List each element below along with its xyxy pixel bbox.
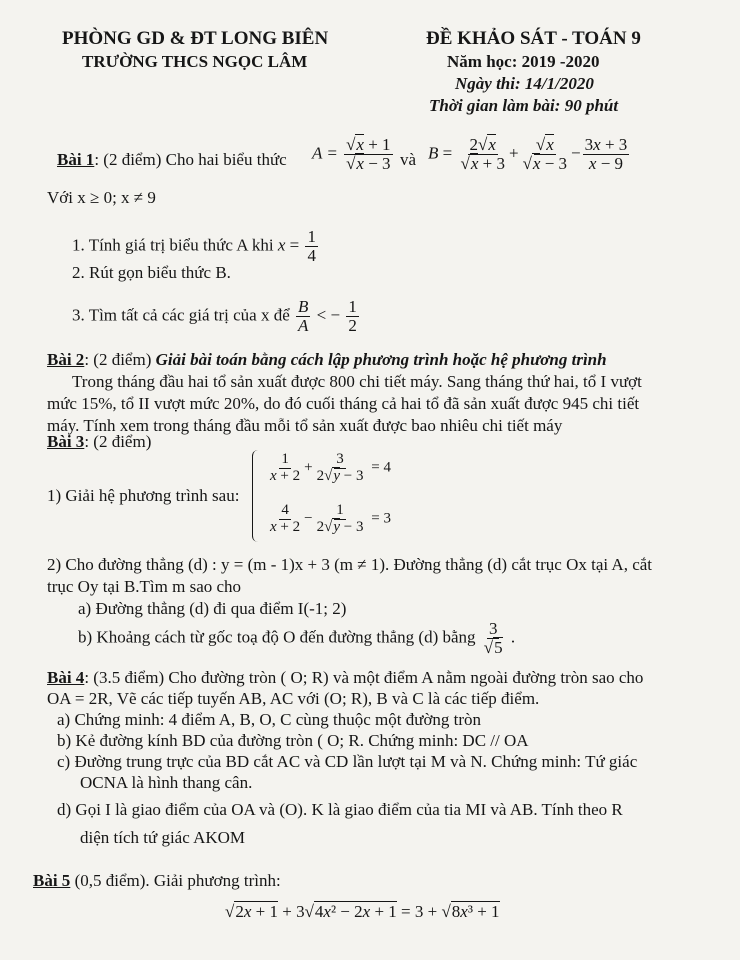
bai3-part2-line2: trục Oy tại B.Tìm m sao cho xyxy=(47,577,242,596)
bai2-line-3: máy. Tính xem trong tháng đầu mỗi tổ sản xuất được bao nhiêu chi tiết máy xyxy=(47,416,563,435)
bai1-condition: Với x ≥ 0; x ≠ 9 xyxy=(47,188,156,207)
bai1-expr-A: A = $\frac{√x + 1}{√x - 3}$ xyxy=(312,135,391,173)
bai4-item-d-cont: diện tích tứ giác AKOM xyxy=(80,828,246,847)
bai1-and: và xyxy=(400,150,417,169)
exam-title: ĐỀ KHẢO SÁT - TOÁN 9 xyxy=(426,28,641,49)
bai5-points: (0,5 điểm). Giải phương trình: xyxy=(70,871,281,890)
bai1-expr-B: B = $\frac{2√x}{√x + 3}$ + $\frac{√x}{√x - 3}$ − $\frac{3x + 3}{x - 9}$ xyxy=(428,135,628,173)
bai4-item-b: b) Kẻ đường kính BD của đường tròn ( O; R. Chứng minh: DC // OA xyxy=(57,731,529,750)
bai3-points: : (2 điểm) xyxy=(84,432,152,451)
department-name: PHÒNG GD & ĐT LONG BIÊN xyxy=(62,28,329,49)
bai3-label: Bài 3 xyxy=(47,432,85,451)
bai1-label: Bài 1 xyxy=(57,150,95,169)
bai1-heading xyxy=(57,150,287,170)
system-equation-1: $\frac{1}{x + 2}$ + $\frac{3}{2√y - 3}$ = 4 xyxy=(270,451,391,484)
bai3-part1: 1) Giải hệ phương trình sau: xyxy=(47,486,240,505)
school-year: Năm học: 2019 -2020 xyxy=(447,52,600,71)
bai4-item-c-cont: OCNA là hình thang cân. xyxy=(80,773,253,792)
bai3-sub-a: a) Đường thẳng (d) đi qua điểm I(-1; 2) xyxy=(78,599,347,618)
bai4-item-a: a) Chứng minh: 4 điểm A, B, O, C cùng thuộc một đường tròn xyxy=(57,710,482,729)
bai5-heading xyxy=(33,871,281,891)
bai1-points: : (2 điểm) Cho hai biểu thức xyxy=(94,150,287,169)
exam-date: Ngày thi: 14/1/2020 xyxy=(455,74,594,93)
bai2-line-1: Trong tháng đầu hai tổ sản xuất được 800 chi tiết máy. Sang tháng thứ hai, tổ I vượt xyxy=(72,372,642,391)
bai2-points: : (2 điểm) xyxy=(84,350,152,369)
bai3-heading xyxy=(47,432,151,452)
school-name: TRƯỜNG THCS NGỌC LÂM xyxy=(82,52,308,71)
bai4-item-d: d) Gọi I là giao điểm của OA và (O). K là giao điểm của tia MI và AB. Tính theo R xyxy=(57,800,623,819)
system-brace xyxy=(252,450,261,542)
bai3-sub-b: b) Khoảng cách từ gốc toạ độ O đến đường thẳng (d) bằng $\frac{3}{√5}$ . xyxy=(78,619,516,657)
bai4-item-c: c) Đường trung trực của BD cắt AC và CD lần lượt tại M và N. Chứng minh: Tứ giác xyxy=(57,752,638,771)
bai5-equation: √2x + 1 + 3√4x² − 2x + 1 = 3 + √8x³ + 1 xyxy=(225,902,500,921)
bai4-line-2: OA = 2R, Vẽ các tiếp tuyến AB, AC với (O; R), B và C là các tiếp điểm. xyxy=(47,689,540,708)
bai2-line-2: mức 15%, tổ II vượt mức 20%, do đó cuối tháng cả hai tổ đã sản xuất được 945 chi tiết xyxy=(47,394,640,413)
bai1-item-2: 2. Rút gọn biểu thức B. xyxy=(72,263,231,282)
bai4-heading xyxy=(47,668,643,688)
bai5-label: Bài 5 xyxy=(33,871,71,890)
bai4-label: Bài 4 xyxy=(47,668,85,687)
bai2-title: Giải bài toán bằng cách lập phương trình hoặc hệ phương trình xyxy=(155,350,607,369)
bai2-label: Bài 2 xyxy=(47,350,85,369)
bai2-heading xyxy=(47,350,607,370)
system-equation-2: $\frac{4}{x + 2}$ − $\frac{1}{2√y - 3}$ = 3 xyxy=(270,502,391,535)
bai1-item-3: 3. Tìm tất cả các giá trị của x để $\frac{B}{A}$ < − $\frac{1}{2}$ xyxy=(72,297,357,335)
bai1-item-1: 1. Tính giá trị biểu thức A khi x = $\frac{1}{4}$ xyxy=(72,227,316,265)
bai4-points: : (3.5 điểm) Cho đường tròn ( O; R) và một điểm A nằm ngoài đường tròn sao cho xyxy=(84,668,644,687)
exam-duration: Thời gian làm bài: 90 phút xyxy=(429,96,619,115)
bai3-part2-line1: 2) Cho đường thẳng (d) : y = (m - 1)x + 3 (m ≠ 1). Đường thẳng (d) cắt trục Ox tại A, cắt xyxy=(47,555,653,574)
